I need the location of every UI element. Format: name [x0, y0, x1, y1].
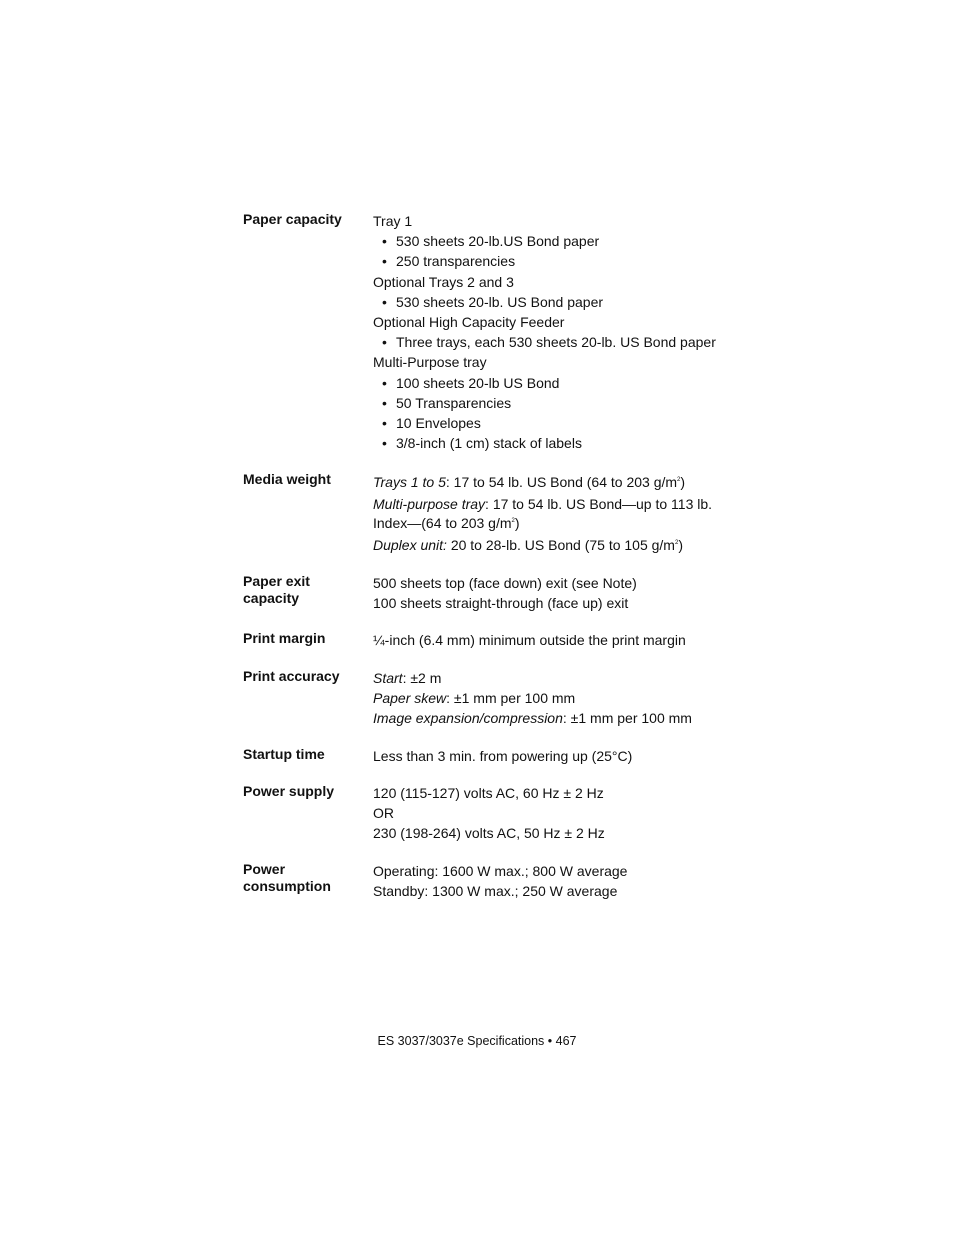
spec-line: Operating: 1600 W max.; 800 W average [373, 863, 628, 879]
list-item: • Three trays, each 530 sheets 20-lb. US Bond paper [382, 334, 716, 351]
spec-line: 230 (198-264) volts AC, 50 Hz ± 2 Hz [373, 825, 605, 842]
spec-label: Print margin [243, 630, 326, 646]
list-item: • 50 Transparencies [382, 394, 512, 411]
spec-value [373, 746, 743, 766]
media-weight-duplex: Duplex unit: 20 to 28-lb. US Bond (75 to 105 $g/m^2$) [373, 537, 683, 553]
spec-value [373, 668, 743, 729]
accuracy-skew: Paper skew: ±1 mm per 100 mm [373, 690, 576, 707]
mp-heading: Multi-Purpose tray [373, 354, 487, 371]
spec-line: OR [373, 805, 394, 822]
spec-label: Paper exit capacity [243, 573, 310, 606]
spec-label: Media weight [243, 471, 331, 487]
spec-line: 500 sheets top (face down) exit (see Note) [373, 575, 637, 591]
spec-value [373, 861, 743, 901]
spec-value [373, 211, 743, 453]
list-item: • 250 transparencies [382, 253, 516, 270]
accuracy-expansion: Image expansion/compression: ±1 mm per 100 mm [373, 710, 692, 727]
spec-line: Standby: 1300 W max.; 250 W average [373, 883, 618, 900]
spec-line: ¼-inch (6.4 mm) minimum outside the print margin [373, 632, 686, 648]
spec-line: Less than 3 min. from powering up (25°C) [373, 748, 633, 764]
optional-trays-heading: Optional Trays 2 and 3 [373, 273, 514, 290]
list-item: • 10 Envelopes [382, 415, 481, 432]
page-footer: ES 3037/3037e Specifications • 467 [377, 1034, 577, 1048]
list-item: • 100 sheets 20-lb US Bond [382, 374, 560, 391]
list-item: • 3/8-inch (1 cm) stack of labels [382, 435, 582, 452]
spec-value [373, 783, 743, 844]
media-weight-mp: Multi-purpose tray: 17 to 54 lb. US Bond—up to 113 lb. [373, 496, 713, 512]
spec-label: Print accuracy [243, 668, 340, 684]
list-item: • 530 sheets 20-lb.US Bond paper [382, 233, 600, 250]
media-weight-mp-cont: Index—(64 to 203 $g/m^2$) [373, 515, 520, 531]
hcf-heading: Optional High Capacity Feeder [373, 314, 565, 331]
spec-label: Power supply [243, 783, 335, 799]
spec-line: 120 (115-127) volts AC, 60 Hz ± 2 Hz [373, 785, 604, 801]
spec-label: Power consumption [243, 861, 331, 894]
spec-value [373, 573, 743, 613]
list-item: • 530 sheets 20-lb. US Bond paper [382, 293, 604, 310]
media-weight-trays: Trays 1 to 5: 17 to 54 lb. US Bond (64 to 203 $g/m^2$) [373, 474, 686, 490]
accuracy-start: Start: ±2 m [373, 670, 442, 686]
spec-line: 100 sheets straight-through (face up) exit [373, 595, 629, 612]
spec-label: Paper capacity [243, 211, 342, 227]
tray1-heading: Tray 1 [373, 213, 413, 229]
spec-value [373, 473, 743, 555]
spec-label: Startup time [243, 746, 325, 762]
spec-value [373, 630, 743, 650]
